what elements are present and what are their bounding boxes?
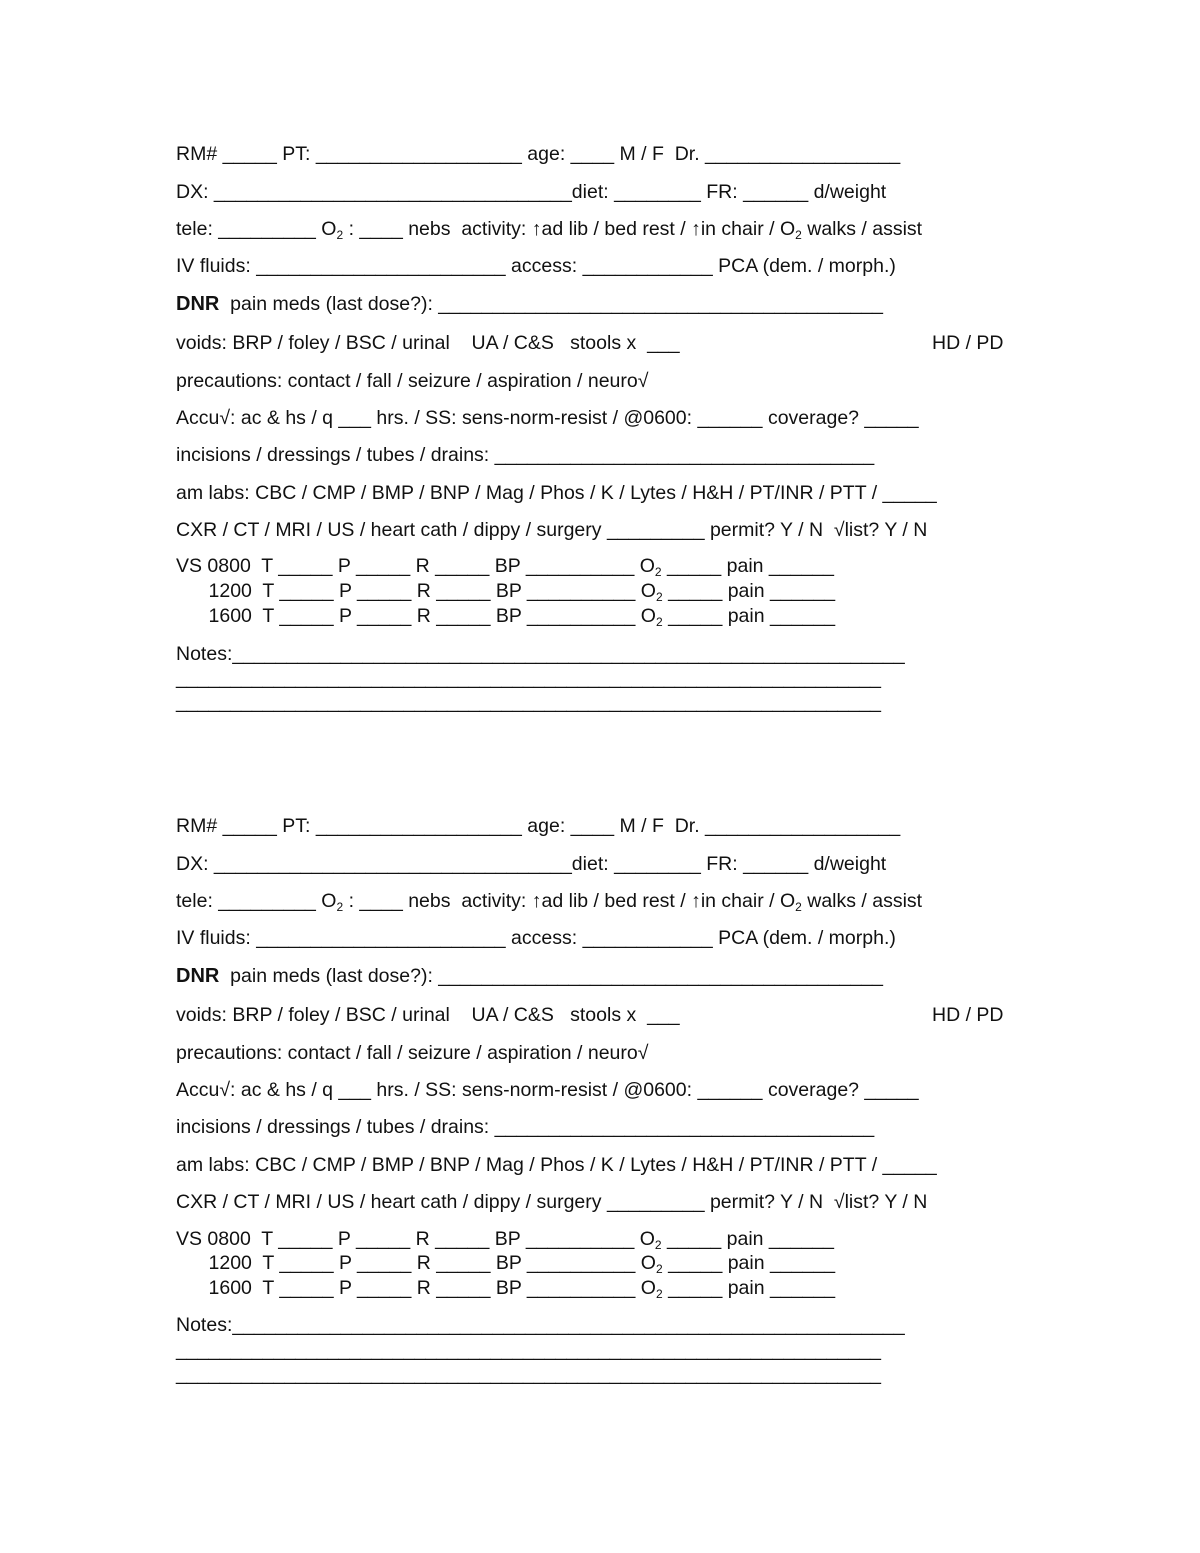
dnr-label: DNR [176, 293, 220, 315]
notes-line-2: _________________________________________________________________ [176, 667, 881, 689]
labs-line: am labs: CBC / CMP / BMP / BNP / Mag / Phos / K / Lytes / H&H / PT/INR / PTT / _____ [176, 1154, 937, 1176]
tele-text-b: : ____ nebs activity: ↑ad lib / bed rest / ↑in chair / O [343, 218, 796, 240]
vs-prefix: 1200 T _____ P _____ R _____ BP __________ O [176, 580, 656, 602]
pain-meds-text: pain meds (last dose?): _________________________________________ [219, 965, 883, 987]
pain-meds-text: pain meds (last dose?): _________________________________________ [219, 293, 883, 315]
notes-line-3: _________________________________________________________________ [176, 1363, 881, 1385]
notes-line-1: Notes:______________________________________________________________ [176, 1314, 905, 1336]
o2-subscript: 2 [655, 1262, 663, 1276]
notes-line-1: Notes:______________________________________________________________ [176, 643, 905, 665]
tele-text-a: tele: _________ O [176, 218, 337, 240]
o2-subscript: 2 [655, 1287, 663, 1301]
cxr-line: CXR / CT / MRI / US / heart cath / dippy / surgery _________ permit? Y / N √list? Y / N [176, 519, 928, 541]
vs-prefix: VS 0800 T _____ P _____ R _____ BP __________ O [176, 1228, 655, 1250]
vs-suffix: _____ pain ______ [662, 1252, 836, 1274]
accu-line: Accu√: ac & hs / q ___ hrs. / SS: sens-norm-resist / @0600: ______ coverage? _____ [176, 407, 919, 429]
o2-subscript: 2 [654, 565, 662, 579]
voids-line: voids: BRP / foley / BSC / urinal UA / C&S stools x ___ [176, 332, 680, 354]
dx-line: DX: _________________________________diet: ________ FR: ______ d/weight [176, 181, 887, 203]
vs-prefix: VS 0800 T _____ P _____ R _____ BP __________ O [176, 555, 655, 577]
dx-line: DX: _________________________________diet: ________ FR: ______ d/weight [176, 853, 887, 875]
o2-subscript: 2 [655, 590, 663, 604]
o2-subscript: 2 [336, 900, 344, 914]
labs-line: am labs: CBC / CMP / BMP / BNP / Mag / Phos / K / Lytes / H&H / PT/INR / PTT / _____ [176, 482, 937, 504]
vs-suffix: _____ pain ______ [662, 605, 836, 627]
vs-suffix: _____ pain ______ [661, 1228, 834, 1250]
rm-line: RM# _____ PT: ___________________ age: ____ M / F Dr. __________________ [176, 143, 901, 165]
vs-1600-line [176, 1276, 835, 1306]
precautions-line: precautions: contact / fall / seizure / aspiration / neuro√ [176, 370, 649, 392]
dnr-line [176, 964, 883, 988]
accu-line: Accu√: ac & hs / q ___ hrs. / SS: sens-norm-resist / @0600: ______ coverage? _____ [176, 1079, 919, 1101]
o2-subscript: 2 [654, 1238, 662, 1252]
tele-text-c: walks / assist [801, 890, 923, 912]
vs-prefix: 1200 T _____ P _____ R _____ BP __________ O [176, 1252, 656, 1274]
cxr-line: CXR / CT / MRI / US / heart cath / dippy / surgery _________ permit? Y / N √list? Y / N [176, 1191, 928, 1213]
o2-subscript: 2 [336, 228, 344, 242]
notes-line-2: _________________________________________________________________ [176, 1339, 881, 1361]
incisions-line: incisions / dressings / tubes / drains: ___________________________________ [176, 1116, 875, 1138]
vs-prefix: 1600 T _____ P _____ R _____ BP __________ O [176, 1277, 656, 1299]
vs-suffix: _____ pain ______ [661, 555, 834, 577]
o2-subscript: 2 [795, 228, 802, 242]
incisions-line: incisions / dressings / tubes / drains: ___________________________________ [176, 444, 875, 466]
o2-subscript: 2 [655, 615, 663, 629]
precautions-line: precautions: contact / fall / seizure / aspiration / neuro√ [176, 1042, 649, 1064]
tele-line [176, 217, 922, 247]
dnr-line [176, 292, 883, 316]
notes-line-3: _________________________________________________________________ [176, 691, 881, 713]
vs-1600-line [176, 604, 835, 634]
tele-line [176, 889, 922, 919]
iv-line: IV fluids: _______________________ access: ____________ PCA (dem. / morph.) [176, 927, 896, 949]
tele-text-c: walks / assist [801, 218, 923, 240]
tele-text-a: tele: _________ O [176, 890, 337, 912]
voids-line: voids: BRP / foley / BSC / urinal UA / C&S stools x ___ [176, 1004, 680, 1026]
hd-pd-label: HD / PD [932, 332, 1004, 354]
vs-suffix: _____ pain ______ [662, 580, 836, 602]
iv-line: IV fluids: _______________________ access: ____________ PCA (dem. / morph.) [176, 255, 896, 277]
vs-prefix: 1600 T _____ P _____ R _____ BP __________ O [176, 605, 656, 627]
tele-text-b: : ____ nebs activity: ↑ad lib / bed rest / ↑in chair / O [343, 890, 796, 912]
vs-suffix: _____ pain ______ [662, 1277, 836, 1299]
dnr-label: DNR [176, 965, 220, 987]
hd-pd-label: HD / PD [932, 1004, 1004, 1026]
rm-line: RM# _____ PT: ___________________ age: ____ M / F Dr. __________________ [176, 815, 901, 837]
o2-subscript: 2 [795, 900, 802, 914]
